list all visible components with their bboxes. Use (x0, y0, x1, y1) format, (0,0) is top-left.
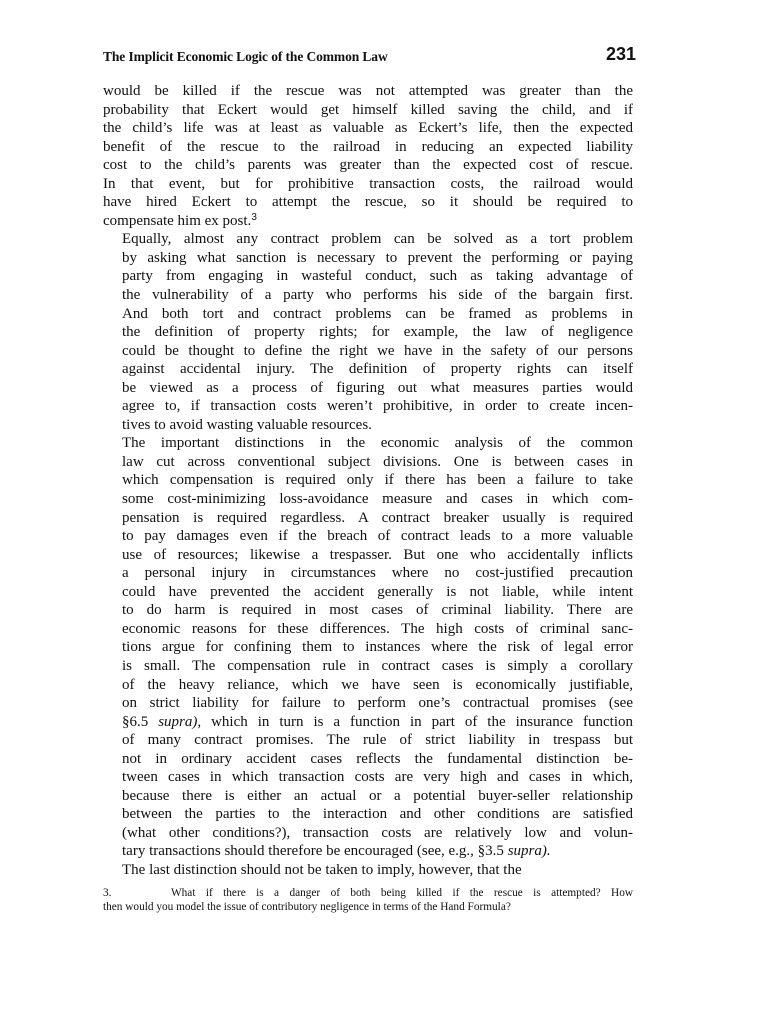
text-line: agree to, if transaction costs weren’t prohibitive, in order to create incen- (122, 398, 633, 415)
footnote-reference: 3 (251, 211, 257, 223)
text-line: of the heavy reliance, which we have seen is economically justifiable, (122, 676, 633, 693)
text-line: some cost-minimizing loss-avoidance measure and cases in which com- (122, 491, 633, 508)
body-text (103, 82, 633, 880)
paragraph (103, 861, 633, 880)
footnote (103, 886, 633, 914)
text-line: by asking what sanction is necessary to prevent the performing or paying (122, 249, 633, 266)
text-line: of many contract promises. The rule of strict liability in trespass but (122, 732, 633, 749)
text-line: which compensation is required only if there has been a failure to take (122, 472, 633, 489)
text-line: tives to avoid wasting valuable resources. (122, 416, 372, 433)
running-head (103, 44, 636, 70)
text-line: party from engaging in wasteful conduct, such as taking advantage of (122, 268, 633, 285)
text-line: §6.5 supra), which in turn is a function in part of the insurance function (122, 713, 633, 730)
text-line: benefit of the rescue to the railroad in reducing an expected liability (103, 138, 633, 155)
text-line: could have prevented the accident generally is not liable, while intent (122, 583, 633, 600)
text-line: the definition of property rights; for example, the law of negligence (122, 324, 633, 341)
text-line: And both tort and contract problems can be framed as problems in (122, 305, 633, 322)
footnote-line (103, 886, 633, 900)
text-line: tions argue for confining them to instances where the risk of legal error (122, 639, 633, 656)
text-line: use of resources; likewise a trespasser. But one who accidentally inflicts (122, 546, 633, 563)
footnote-text: What if there is a danger of both being killed if the rescue is attempted? How (171, 887, 633, 899)
page-number: 231 (605, 44, 636, 64)
text-line: economic reasons for these differences. The high costs of criminal sanc- (122, 620, 633, 637)
paragraph (103, 230, 633, 434)
footnote-number: 3. (103, 887, 112, 899)
text-line: a personal injury in circumstances where no cost-justified precaution (122, 565, 633, 582)
text-line: not in ordinary accident cases reflects the fundamental distinction be- (122, 750, 633, 767)
footnote-text: then would you model the issue of contributory negligence in terms of the Hand Formula? (103, 901, 511, 913)
text-line: (what other conditions?), transaction costs are relatively low and volun- (122, 824, 633, 841)
text-line: The last distinction should not be taken to imply, however, that the (122, 861, 522, 878)
text-line: the vulnerability of a party who performs his side of the bargain first. (122, 287, 633, 304)
text-line: to pay damages even if the breach of contract leads to a more valuable (122, 528, 633, 545)
text-line: tary transactions should therefore be encouraged (see, e.g., §3.5 supra). (122, 843, 551, 860)
text-line: tween cases in which transaction costs are very high and cases in which, (122, 769, 633, 786)
text-line: pensation is required regardless. A contract breaker usually is required (122, 509, 633, 526)
text-line: cost to the child’s parents was greater than the expected cost of rescue. (103, 157, 633, 174)
text-line: probability that Eckert would get himself killed saving the child, and if (103, 101, 633, 118)
text-line: the child’s life was at least as valuable as Eckert’s life, then the expected (103, 120, 633, 137)
paragraph (103, 82, 633, 230)
running-head-title: The Implicit Economic Logic of the Common Law (103, 49, 388, 64)
text-line: could be thought to define the right we have in the safety of our persons (122, 342, 633, 359)
text-line: because there is either an actual or a potential buyer-seller relationship (122, 787, 633, 804)
text-line: on strict liability for failure to perform one’s contractual promises (see (122, 695, 633, 712)
text-line: In that event, but for prohibitive transaction costs, the railroad would (103, 175, 633, 192)
text-line: against accidental injury. The definition of property rights can itself (122, 361, 633, 378)
text-line: is small. The compensation rule in contract cases is simply a corollary (122, 657, 633, 674)
text-line: to do harm is required in most cases of criminal liability. There are (122, 602, 633, 619)
text-line: be viewed as a process of figuring out what measures parties would (122, 379, 633, 396)
text-line: would be killed if the rescue was not attempted was greater than the (103, 83, 633, 99)
footnote-line (103, 900, 633, 914)
text-line: have hired Eckert to attempt the rescue, so it should be required to (103, 194, 633, 211)
text-line: between the parties to the interaction and other conditions are satisfied (122, 806, 633, 823)
text-line: law cut across conventional subject divisions. One is between cases in (122, 453, 633, 470)
text-line: Equally, almost any contract problem can be solved as a tort problem (122, 231, 633, 248)
paragraph (103, 434, 633, 861)
text-line: compensate him ex post.$^3$ (103, 211, 257, 229)
text-line: The important distinctions in the economic analysis of the common (122, 435, 633, 452)
